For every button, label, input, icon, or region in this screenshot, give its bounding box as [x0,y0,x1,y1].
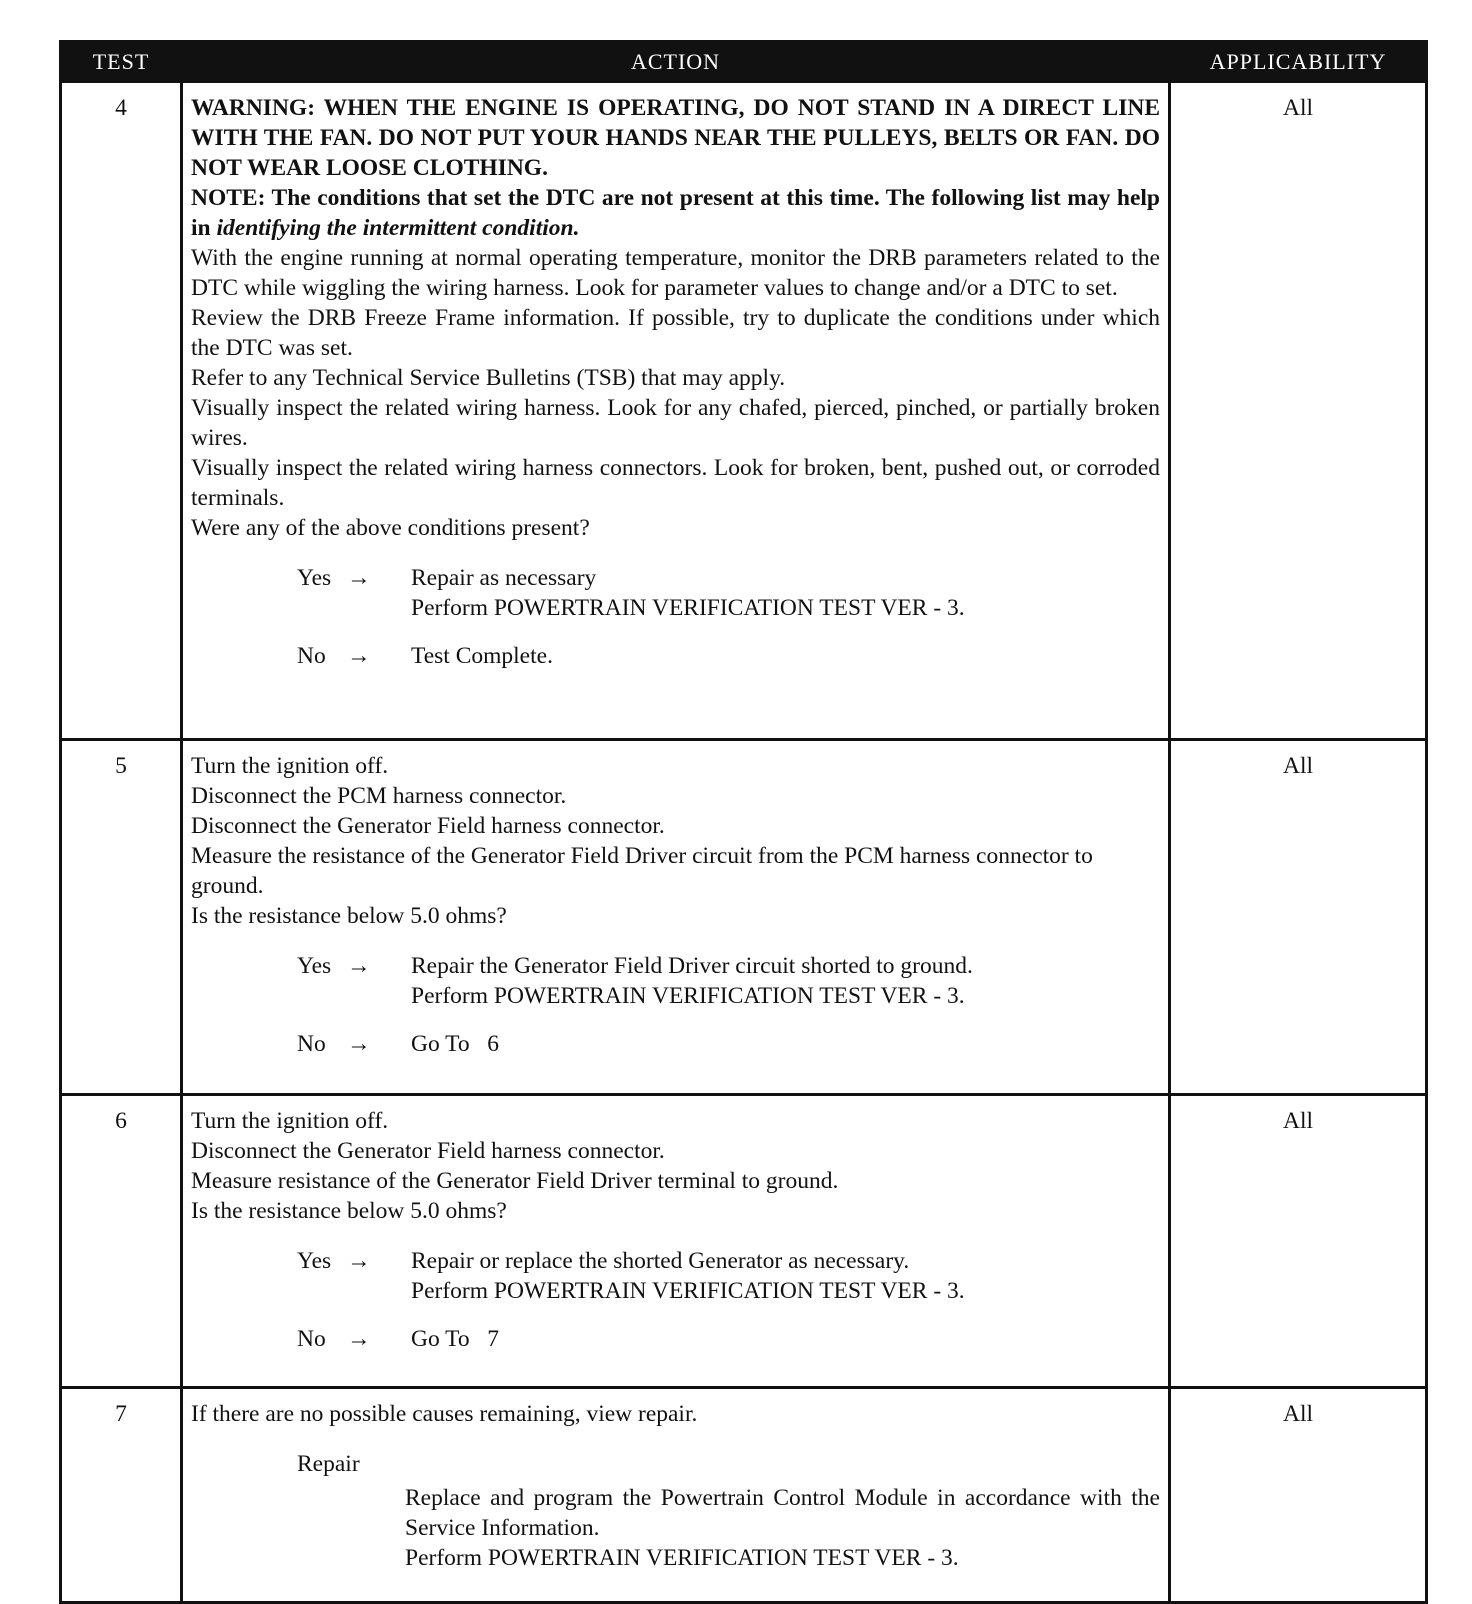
test-number: 7 [61,1388,182,1603]
test-number: 5 [61,740,182,1095]
diagnostic-test-sheet [59,40,1425,1604]
step-text: Measure the resistance of the Generator Field Driver circuit from the PCM harness connector to ground. [191,843,1093,899]
step-text: With the engine running at normal operating temperature, monitor the DRB parameters related to the DTC while wiggling the wiring harness. Look for parameter values to change and/or a DTC to set. [191,245,1160,301]
question-text: Were any of the above conditions present? [191,515,590,541]
repair-instruction: Replace and program the Powertrain Control Module in accordance with the Service Information. [405,1485,1160,1541]
step-text: Turn the ignition off. [191,1108,389,1134]
applicability-value: All [1170,1388,1427,1603]
note-text-emphasis: identifying the intermittent condition. [216,215,580,241]
no-answer [297,1324,1160,1354]
yes-result [411,563,1160,623]
yes-result-line: Perform POWERTRAIN VERIFICATION TEST VER - 3. [411,983,965,1009]
arrow-right-icon: → [347,643,371,669]
header-action: ACTION [182,42,1170,82]
yes-label: Yes [297,565,332,591]
yes-result-line: Repair the Generator Field Driver circuit shorted to ground. [411,953,973,979]
step-text: Disconnect the PCM harness connector. [191,783,567,809]
step-text: Visually inspect the related wiring harness connectors. Look for broken, bent, pushed out, or corroded terminals. [191,455,1160,511]
table-row [61,82,1427,740]
arrow-right-icon: → [347,1248,371,1274]
arrow-right-icon: → [347,1326,371,1352]
yes-result-line: Repair or replace the shorted Generator as necessary. [411,1248,910,1274]
action-cell [182,82,1170,740]
warning-text: WARNING: WHEN THE ENGINE IS OPERATING, DO NOT STAND IN A DIRECT LINE WITH THE FAN. DO NOT PUT YOUR HANDS NEAR THE PULLEYS, BELTS OR FAN. DO NOT WEAR LOOSE CLOTHING. [191,95,1160,181]
no-result: Go To 7 [411,1326,500,1352]
arrow-right-icon: → [347,565,371,591]
no-label: No [297,1326,326,1352]
header-applicability: APPLICABILITY [1170,42,1427,82]
yes-answer [297,1246,1160,1306]
repair-label: Repair [297,1451,360,1477]
test-number: 6 [61,1095,182,1388]
no-label: No [297,1031,326,1057]
no-answer [297,1029,1160,1059]
action-cell [182,740,1170,1095]
yes-label: Yes [297,1248,332,1274]
action-cell [182,1388,1170,1603]
table-row [61,740,1427,1095]
step-text: If there are no possible causes remaining, view repair. [191,1401,698,1427]
yes-result-line: Repair as necessary [411,565,597,591]
applicability-value: All [1170,740,1427,1095]
step-text: Visually inspect the related wiring harness. Look for any chafed, pierced, pinched, or partially broken wires. [191,395,1160,451]
applicability-value: All [1170,82,1427,740]
yes-result-line: Perform POWERTRAIN VERIFICATION TEST VER - 3. [411,1278,965,1304]
action-cell [182,1095,1170,1388]
step-text: Turn the ignition off. [191,753,389,779]
step-text: Disconnect the Generator Field harness connector. [191,1138,665,1164]
table-row [61,1388,1427,1603]
step-text: Review the DRB Freeze Frame information. If possible, try to duplicate the conditions under which the DTC was set. [191,305,1160,361]
note-text [191,183,1160,243]
test-number: 4 [61,82,182,740]
step-text: Measure resistance of the Generator Field Driver terminal to ground. [191,1168,839,1194]
yes-answer [297,951,1160,1011]
step-text: Refer to any Technical Service Bulletins (TSB) that may apply. [191,365,786,391]
no-label: No [297,643,326,669]
no-answer [297,641,1160,671]
no-result: Test Complete. [411,643,553,669]
arrow-right-icon: → [347,1031,371,1057]
header-test: TEST [61,42,182,82]
table-row [61,1095,1427,1388]
yes-result [411,951,1160,1011]
question-text: Is the resistance below 5.0 ohms? [191,903,507,929]
repair-instruction: Perform POWERTRAIN VERIFICATION TEST VER - 3. [405,1545,959,1571]
yes-result-line: Perform POWERTRAIN VERIFICATION TEST VER - 3. [411,595,965,621]
table-header-row [61,42,1427,82]
note-text-a: NOTE: The conditions that set the DTC are not present at this time. The following list may help in [191,185,1160,241]
yes-label: Yes [297,953,332,979]
question-text: Is the resistance below 5.0 ohms? [191,1198,507,1224]
yes-answer [297,563,1160,623]
no-result: Go To 6 [411,1031,500,1057]
step-text: Disconnect the Generator Field harness connector. [191,813,665,839]
arrow-right-icon: → [347,953,371,979]
yes-result [411,1246,1160,1306]
applicability-value: All [1170,1095,1427,1388]
diagnostic-test-table [59,40,1428,1604]
